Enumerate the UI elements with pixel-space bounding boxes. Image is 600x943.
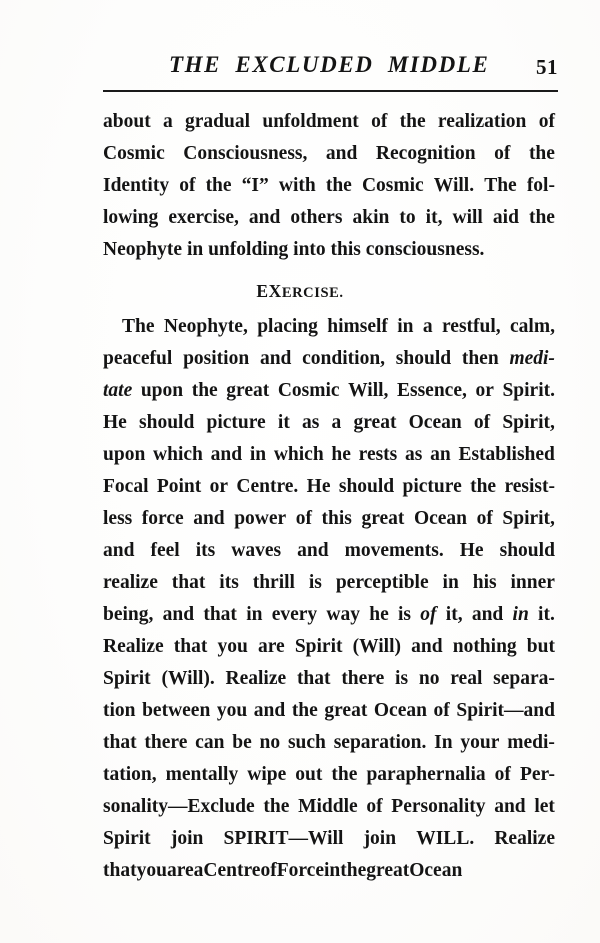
word: of — [476, 508, 493, 529]
text-line — [103, 311, 555, 343]
word: that — [103, 732, 137, 753]
word: and — [297, 540, 329, 561]
word: real — [450, 668, 483, 689]
word: inner — [510, 572, 555, 593]
word: of — [260, 860, 277, 881]
word: and — [248, 207, 281, 228]
word: tion — [103, 700, 136, 721]
word: Spirit — [103, 828, 151, 849]
word: Spirit — [103, 668, 151, 689]
word: force — [141, 508, 184, 529]
word: it — [277, 412, 290, 433]
paragraph-gap — [103, 266, 555, 275]
word: the — [191, 380, 218, 401]
word: condition, — [302, 348, 386, 369]
section-heading-exercise — [103, 275, 555, 307]
word: join — [170, 828, 204, 849]
word: or — [475, 380, 494, 401]
word: separa- — [493, 668, 555, 689]
word: of — [473, 412, 491, 433]
word: medi- — [507, 732, 555, 753]
word: Recognition — [375, 143, 476, 164]
text-line — [103, 727, 555, 759]
word: Force — [276, 860, 324, 881]
word: medi- — [509, 348, 555, 369]
page-number: 51 — [536, 55, 558, 79]
word: the — [340, 860, 367, 881]
text-line — [103, 503, 555, 535]
word: Spirit — [294, 636, 343, 657]
word: of — [494, 143, 511, 164]
word: He — [306, 476, 331, 497]
word: and — [253, 700, 286, 721]
word: your — [460, 732, 500, 753]
word: separation. — [333, 732, 427, 753]
word: or — [209, 476, 229, 497]
word: Essence, — [397, 380, 467, 401]
header-rule — [103, 90, 558, 92]
text-line — [103, 855, 555, 887]
word: Ocean — [373, 700, 427, 721]
word: perceptible — [335, 572, 429, 593]
word: but — [526, 636, 555, 657]
word: gradual — [185, 111, 251, 132]
word: aid — [492, 207, 519, 228]
text-line — [103, 343, 555, 375]
word: his — [472, 572, 497, 593]
text-line — [103, 234, 555, 266]
word: placing — [257, 316, 318, 337]
word: Neophyte in unfolding into this consciousness. — [103, 239, 485, 260]
word: The — [122, 316, 155, 337]
word: out — [295, 764, 323, 785]
word: you — [217, 636, 248, 657]
word: fol- — [526, 175, 555, 196]
word: you — [216, 700, 248, 721]
word: in — [249, 444, 267, 465]
word: unfoldment — [262, 111, 359, 132]
section-heading-caps: EX — [256, 281, 282, 301]
word: Per- — [519, 764, 555, 785]
word: the — [205, 175, 232, 196]
word: SPIRIT—Will — [223, 828, 344, 849]
text-line — [103, 202, 555, 234]
page-title: THE EXCLUDED MIDDLE — [169, 52, 490, 77]
word: are — [257, 636, 285, 657]
paragraph-two — [103, 311, 555, 887]
word: which — [273, 444, 324, 465]
word: and — [494, 796, 526, 817]
word: in — [246, 604, 263, 625]
word: of — [494, 764, 511, 785]
word: of — [371, 111, 388, 132]
word: Ocean — [408, 412, 462, 433]
word: is — [398, 604, 412, 625]
word: no — [418, 668, 440, 689]
word: Neophyte, — [163, 316, 248, 337]
word: and — [411, 636, 443, 657]
word: upon — [140, 380, 184, 401]
text-line — [103, 138, 555, 170]
word: every — [271, 604, 318, 625]
word: In — [434, 732, 453, 753]
word: position — [183, 348, 250, 369]
word: an — [430, 444, 451, 465]
paragraph-one — [103, 106, 555, 266]
word: that — [103, 860, 137, 881]
word: “I” — [241, 175, 269, 196]
word: is — [395, 668, 409, 689]
word: exercise, — [168, 207, 239, 228]
text-line — [103, 375, 555, 407]
word: movements. — [344, 540, 444, 561]
word: akin — [352, 207, 390, 228]
word: He — [103, 412, 127, 433]
text-line — [103, 695, 555, 727]
word: be — [232, 732, 252, 753]
word: great — [226, 380, 270, 401]
word: should — [139, 412, 195, 433]
text-line — [103, 599, 555, 631]
word: should — [395, 348, 452, 369]
text-line — [103, 106, 555, 138]
word: Centre. — [236, 476, 299, 497]
text-line — [103, 567, 555, 599]
text-line — [103, 170, 555, 202]
body-text — [103, 106, 555, 887]
word: peaceful — [103, 348, 173, 369]
word: Middle — [298, 796, 358, 817]
word: Spirit. — [502, 380, 555, 401]
word: He — [459, 540, 484, 561]
word: a — [193, 860, 204, 881]
word: paraphernalia — [366, 764, 486, 785]
word: the — [528, 143, 555, 164]
word: restful, — [442, 316, 501, 337]
word: with — [278, 175, 316, 196]
word: Spirit, — [502, 508, 555, 529]
word: to — [399, 207, 416, 228]
word: and — [103, 540, 135, 561]
text-line — [103, 471, 555, 503]
word: Identity — [103, 175, 170, 196]
word: in — [442, 572, 459, 593]
word: can — [195, 732, 225, 753]
word: that — [296, 668, 331, 689]
word: less — [103, 508, 133, 529]
word: nothing — [452, 636, 517, 657]
word: and — [471, 604, 504, 625]
word: he — [331, 444, 351, 465]
word: of — [538, 111, 555, 132]
word: of — [295, 508, 312, 529]
word: Will. — [433, 175, 475, 196]
word: way — [326, 604, 361, 625]
word: it. — [538, 604, 555, 625]
word: between — [142, 700, 211, 721]
word: The — [484, 175, 517, 196]
word: and — [259, 348, 292, 369]
word: Personality — [391, 796, 486, 817]
word: this — [321, 508, 352, 529]
word: let — [534, 796, 555, 817]
word: that — [173, 636, 208, 657]
word: rests — [358, 444, 398, 465]
word: Ocean — [409, 860, 463, 881]
word: Spirit, — [502, 412, 555, 433]
word: tation, — [103, 764, 157, 785]
word: as — [405, 444, 423, 465]
word: being, — [103, 604, 154, 625]
word: it, — [445, 604, 463, 625]
word: it, — [425, 207, 443, 228]
word: Consciousness, — [183, 143, 308, 164]
word: are — [166, 860, 194, 881]
word: a — [422, 316, 433, 337]
word: Established — [458, 444, 555, 465]
word: he — [369, 604, 389, 625]
word: Will, — [348, 380, 389, 401]
word: and — [210, 444, 243, 465]
word: which — [153, 444, 203, 465]
word: resist- — [504, 476, 555, 497]
word: mentally — [165, 764, 239, 785]
word: of — [420, 604, 437, 625]
text-line — [103, 759, 555, 791]
word: should — [499, 540, 555, 561]
word: and — [162, 604, 195, 625]
word: himself — [327, 316, 388, 337]
text-line — [103, 439, 555, 471]
text-line — [103, 407, 555, 439]
word: there — [341, 668, 385, 689]
word: in — [397, 316, 414, 337]
word: that — [203, 604, 237, 625]
word: will — [452, 207, 483, 228]
text-line — [103, 791, 555, 823]
word: realize — [103, 572, 158, 593]
word: no — [259, 732, 281, 753]
word: you — [136, 860, 167, 881]
word: picture — [206, 412, 266, 433]
word: then — [461, 348, 499, 369]
word: there — [144, 732, 188, 753]
word: Spirit—and — [456, 700, 555, 721]
word: others — [290, 207, 343, 228]
word: power — [234, 508, 287, 529]
word: thrill — [252, 572, 295, 593]
word: of — [433, 700, 450, 721]
word: WILL. — [416, 828, 475, 849]
word: sonality—Exclude — [103, 796, 255, 817]
text-line — [103, 663, 555, 695]
word: that — [171, 572, 206, 593]
word: tate — [103, 380, 133, 401]
word: great — [353, 412, 397, 433]
word: Cosmic — [103, 143, 165, 164]
word: Cosmic — [277, 380, 340, 401]
word: its — [219, 572, 239, 593]
word: should — [338, 476, 395, 497]
word: Point — [156, 476, 202, 497]
word: Focal — [103, 476, 149, 497]
word: the — [470, 476, 497, 497]
text-line — [103, 631, 555, 663]
word: a — [162, 111, 173, 132]
word: the — [263, 796, 290, 817]
word: its — [195, 540, 216, 561]
word: about — [103, 111, 151, 132]
text-line — [103, 823, 555, 855]
word: and — [325, 143, 358, 164]
word: Ocean — [413, 508, 468, 529]
word: great — [366, 860, 410, 881]
text-line — [103, 535, 555, 567]
word: calm, — [510, 316, 555, 337]
word: the — [528, 207, 555, 228]
word: such — [287, 732, 326, 753]
word: Realize — [494, 828, 555, 849]
word: Centre — [203, 860, 261, 881]
word: Realize — [103, 636, 164, 657]
word: Cosmic — [361, 175, 424, 196]
word: as — [302, 412, 320, 433]
word: a — [331, 412, 342, 433]
word: (Will). — [161, 668, 215, 689]
word: feel — [150, 540, 180, 561]
word: the — [331, 764, 358, 785]
word: of — [179, 175, 196, 196]
word: the — [399, 111, 426, 132]
word: waves — [231, 540, 282, 561]
word: of — [366, 796, 383, 817]
running-head — [103, 52, 558, 86]
word: (Will) — [352, 636, 402, 657]
word: great — [361, 508, 405, 529]
word: in — [512, 604, 529, 625]
word: join — [363, 828, 397, 849]
word: and — [193, 508, 225, 529]
word: great — [324, 700, 368, 721]
word: in — [324, 860, 341, 881]
word: wipe — [247, 764, 287, 785]
word: Realize — [225, 668, 287, 689]
word: is — [308, 572, 322, 593]
word: picture — [402, 476, 462, 497]
word: realization — [437, 111, 527, 132]
word: lowing — [103, 207, 159, 228]
word: the — [325, 175, 352, 196]
word: the — [291, 700, 318, 721]
section-heading-rest: ERCISE. — [281, 285, 344, 301]
word: upon — [103, 444, 146, 465]
